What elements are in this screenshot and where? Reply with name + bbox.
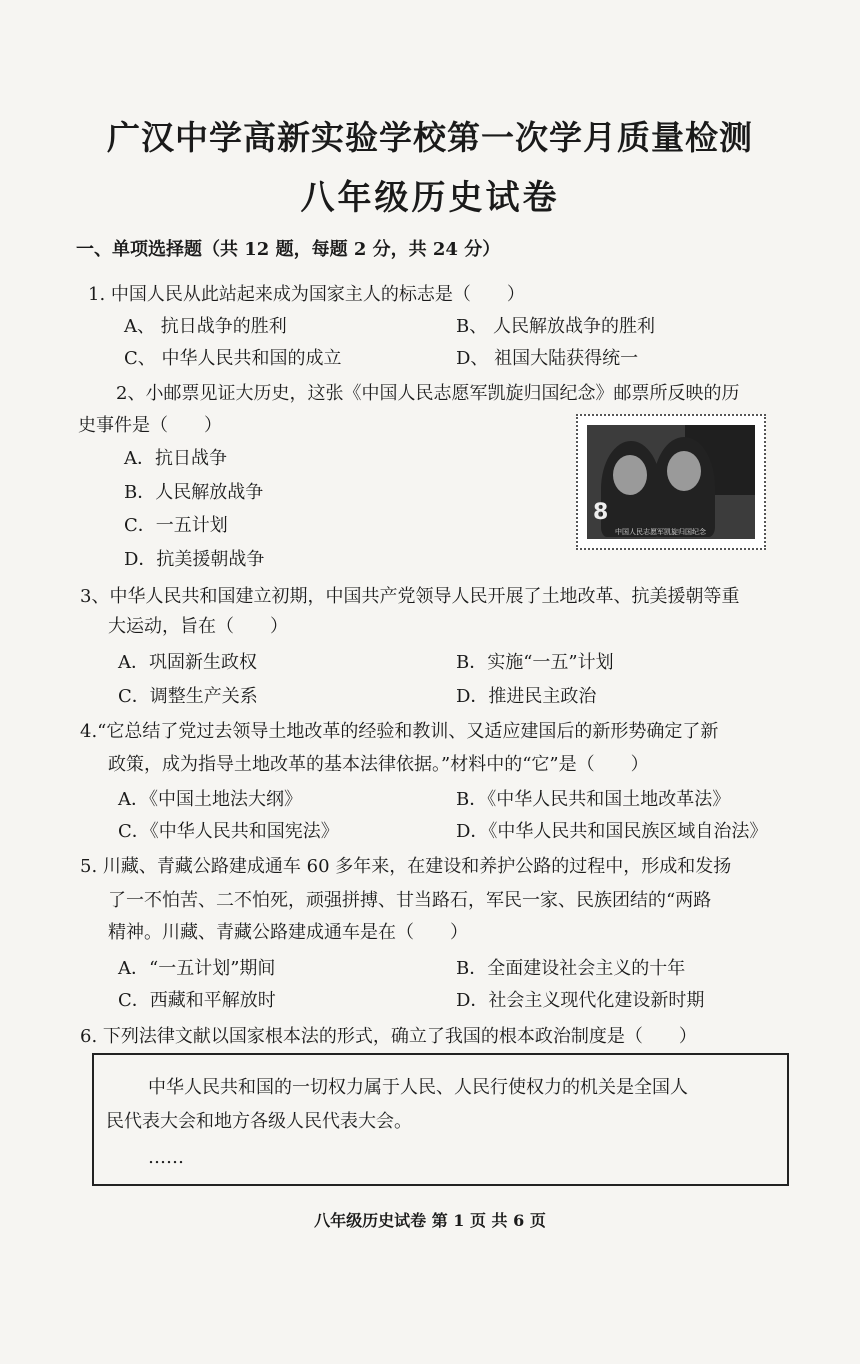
- question-6-stem: 6. 下列法律文献以国家根本法的形式，确立了我国的根本政治制度是（ ）: [80, 1026, 697, 1047]
- question-4-option-d: D．《中华人民共和国民族区域自治法》: [456, 821, 768, 842]
- question-3-option-b: B．实施“一五”计划: [456, 652, 614, 673]
- source-material-box: [92, 1053, 789, 1186]
- question-5-option-a: A．“一五计划”期间: [118, 958, 276, 979]
- page-footer: 八年级历史试卷 第 1 页 共 6 页: [314, 1211, 546, 1230]
- question-1-stem: 1. 中国人民从此站起来成为国家主人的标志是（ ）: [88, 284, 525, 305]
- question-3-option-a: A．巩固新生政权: [118, 652, 257, 673]
- question-2-option-b: B．人民解放战争: [124, 482, 264, 503]
- question-5-option-c: C．西藏和平解放时: [118, 990, 276, 1011]
- question-4-option-a: A．《中国土地法大纲》: [118, 789, 302, 810]
- question-4-option-c: C．《中华人民共和国宪法》: [118, 821, 339, 842]
- commemorative-stamp-image: [576, 414, 766, 550]
- question-4-option-b: B．《中华人民共和国土地改革法》: [456, 789, 731, 810]
- question-1-option-c: C、 中华人民共和国的成立: [124, 348, 342, 369]
- question-5-option-b: B．全面建设社会主义的十年: [456, 958, 686, 979]
- question-2-stem-line-1: 2、小邮票见证大历史，这张《中国人民志愿军凯旋归国纪念》邮票所反映的历: [116, 383, 740, 404]
- source-material-line-1: 中华人民共和国的一切权力属于人民、人民行使权力的机关是全国人: [148, 1077, 688, 1098]
- exam-subtitle: 八年级历史试卷: [300, 178, 560, 218]
- source-material-ellipsis: ……: [148, 1147, 184, 1168]
- exam-title: 广汉中学高新实验学校第一次学月质量检测: [107, 118, 753, 157]
- question-2-option-d: D．抗美援朝战争: [124, 549, 265, 570]
- question-1-option-b: B、 人民解放战争的胜利: [456, 316, 655, 337]
- section-heading: 一、单项选择题（共 12 题，每题 2 分，共 24 分）: [76, 239, 501, 260]
- question-1-option-a: A、 抗日战争的胜利: [124, 316, 287, 337]
- stamp-soldier-right-face: [667, 451, 701, 491]
- stamp-denomination: 8: [593, 500, 609, 525]
- question-1-option-d: D、 祖国大陆获得统一: [456, 348, 639, 369]
- question-5-stem-line-2: 了一不怕苦、二不怕死，顽强拼搏、甘当路石，军民一家、民族团结的“两路: [108, 890, 712, 911]
- question-3-stem-line-1: 3、中华人民共和国建立初期，中国共产党领导人民开展了土地改革、抗美援朝等重: [80, 586, 740, 607]
- source-material-line-2: 民代表大会和地方各级人民代表大会。: [106, 1111, 412, 1132]
- question-2-stem-line-2: 史事件是（ ）: [78, 415, 222, 436]
- question-4-stem-line-2: 政策，成为指导土地改革的基本法律依据。”材料中的“它”是（ ）: [108, 754, 649, 775]
- stamp-soldier-left-face: [613, 455, 647, 495]
- stamp-caption: 中国人民志愿军凯旋归国纪念: [615, 528, 706, 536]
- question-3-option-c: C．调整生产关系: [118, 686, 258, 707]
- question-3-stem-line-2: 大运动，旨在（ ）: [108, 616, 288, 637]
- question-2-option-a: A．抗日战争: [124, 448, 227, 469]
- question-5-option-d: D．社会主义现代化建设新时期: [456, 990, 705, 1011]
- question-5-stem-line-3: 精神。川藏、青藏公路建成通车是在（ ）: [108, 922, 468, 943]
- question-5-stem-line-1: 5. 川藏、青藏公路建成通车 60 多年来，在建设和养护公路的过程中，形成和发扬: [80, 856, 732, 877]
- question-3-option-d: D．推进民主政治: [456, 686, 597, 707]
- question-2-option-c: C．一五计划: [124, 515, 228, 536]
- question-4-stem-line-1: 4.“它总结了党过去领导土地改革的经验和教训、又适应建国后的新形势确定了新: [80, 721, 719, 742]
